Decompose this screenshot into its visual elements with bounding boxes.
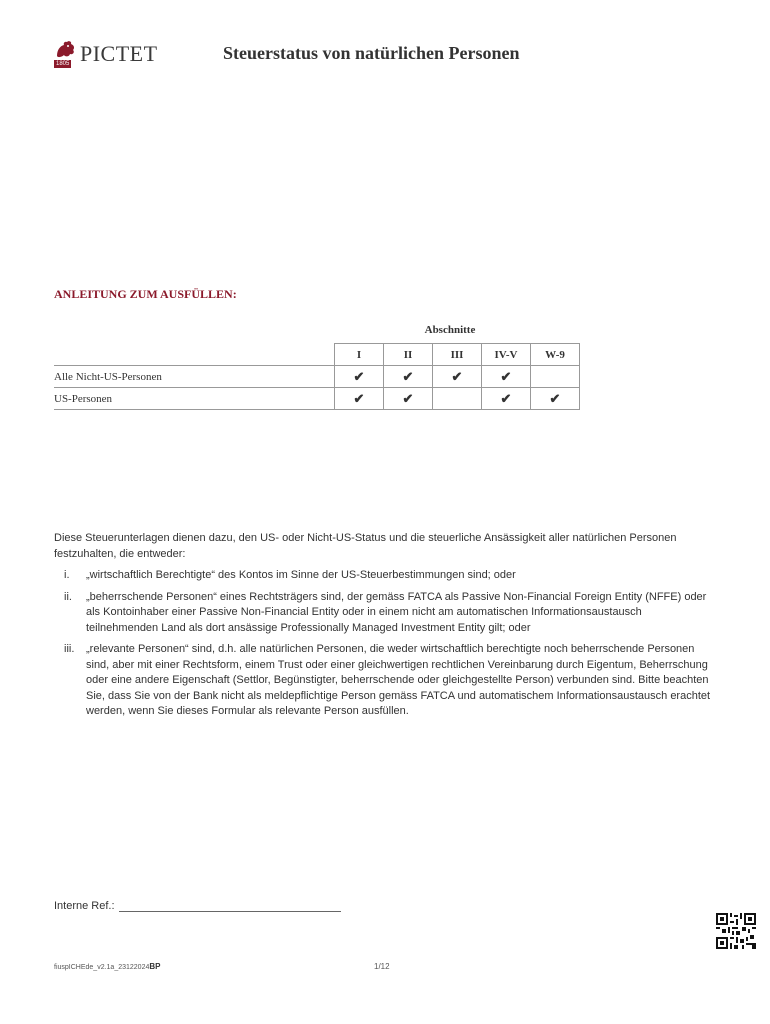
check-icon: ✔ xyxy=(482,366,531,388)
list-item-text: „wirtschaftlich Berechtigte“ des Kontos im Sinne der US-Steuerbestimmungen sind; oder xyxy=(86,569,516,581)
table-row xyxy=(54,366,580,388)
body-text xyxy=(54,531,714,726)
check-icon: ✔ xyxy=(384,366,433,388)
pictet-logo xyxy=(54,40,184,70)
check-icon: ✔ xyxy=(384,388,433,410)
check-icon: ✔ xyxy=(335,388,384,410)
check-cell xyxy=(433,388,482,410)
list-item xyxy=(54,642,714,720)
check-icon: ✔ xyxy=(531,388,580,410)
sections-label: Abschnitte xyxy=(424,324,476,336)
column-header: III xyxy=(433,344,482,366)
table-row xyxy=(54,388,580,410)
sections-table xyxy=(54,343,580,410)
row-label: US-Personen xyxy=(54,388,335,410)
list-item-number: iii. xyxy=(64,643,75,655)
row-label: Alle Nicht-US-Personen xyxy=(54,366,335,388)
column-header: IV-V xyxy=(482,344,531,366)
list-item xyxy=(54,590,714,637)
column-header: II xyxy=(384,344,433,366)
brand-year: 1805 xyxy=(56,61,70,67)
instructions-heading: ANLEITUNG ZUM AUSFÜLLEN: xyxy=(54,287,237,301)
page-number: 1/12 xyxy=(374,962,390,971)
list-item-text: „relevante Personen“ sind, d.h. alle natürlichen Personen, die weder wirtschaftlich berechtigte noch beherrschende Personen sind, aber mit einer Rechtsform, einem Trust oder einer gleichwertigen rechtlichen Vereinbarung durch Eigentum, Beherrschung oder eine andere Eigenschaft (Settlor, Begünstigter, beherrschende oder gleichgestellte Person) verbunden sind. Bitte beachten Sie, dass Sie von der Bank nicht als meldepflichtige Person gemäss FATCA und automatischem Informationsaustausch erachtet werden, wenn Sie dieses Formular als relevante Person ausfüllen. xyxy=(86,643,711,717)
check-icon: ✔ xyxy=(433,366,482,388)
document-code xyxy=(54,962,160,971)
check-cell xyxy=(531,366,580,388)
internal-ref xyxy=(54,900,341,912)
list-item xyxy=(54,568,714,584)
header-spacer xyxy=(54,344,335,366)
list-item-number: i. xyxy=(64,569,70,581)
internal-ref-field[interactable] xyxy=(119,900,341,912)
document-code-text: fiuspICHEde_v2.1a_23122024 xyxy=(54,964,150,971)
brand-wordmark: PICTET xyxy=(80,41,158,66)
column-header: I xyxy=(335,344,384,366)
list-item-text: „beherrschende Personen“ eines Rechtsträgers sind, der gemäss FATCA als Passive Non-Financial Foreign Entity (NFFE) oder als Kontoinhaber einer Passive Non-Financial Entity oder in einem nicht am automatischen Informationsaustausch teilnehmenden Land als dort ansässige Professionally Managed Investment Entity gilt; oder xyxy=(86,590,707,634)
check-icon: ✔ xyxy=(335,366,384,388)
list-item-number: ii. xyxy=(64,590,72,603)
column-header: W-9 xyxy=(531,344,580,366)
internal-ref-label: Interne Ref.: xyxy=(54,900,115,912)
intro-paragraph: Diese Steuerunterlagen dienen dazu, den US- oder Nicht-US-Status und die steuerliche Ansässigkeit aller natürlichen Personen festzuhalten, die entweder: xyxy=(54,532,677,560)
page-title: Steuerstatus von natürlichen Personen xyxy=(223,43,520,63)
document-code-suffix: BP xyxy=(149,962,161,971)
lion-crest-icon xyxy=(54,40,76,60)
table-header-row xyxy=(54,344,580,366)
check-icon: ✔ xyxy=(482,388,531,410)
qr-code-icon xyxy=(716,913,756,949)
criteria-list xyxy=(54,568,714,720)
